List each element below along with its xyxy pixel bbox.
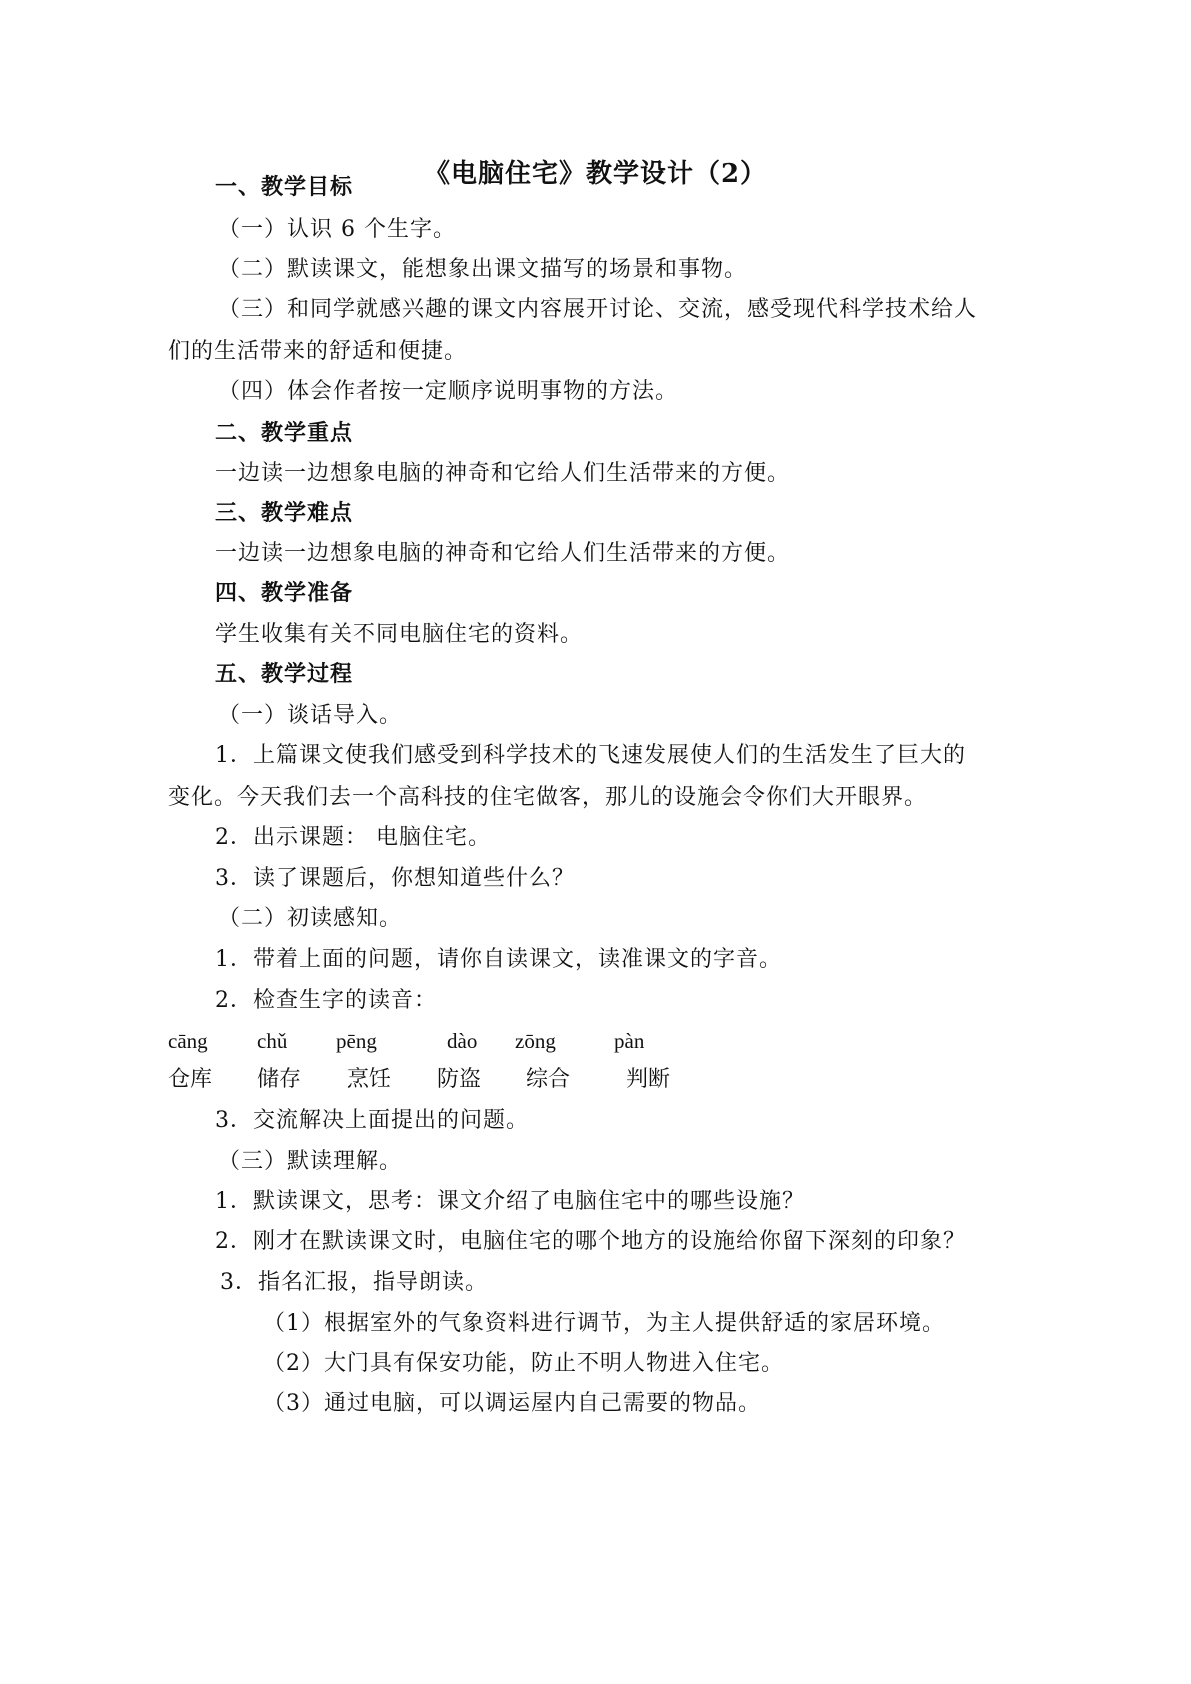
pinyin-6: pàn	[614, 1029, 645, 1053]
process-3-3-3: （3）通过电脑，可以调运屋内自己需要的物品。	[263, 1391, 761, 1416]
objective-3-line2: 们的生活带来的舒适和便捷。	[168, 339, 468, 364]
process-1-1-line1: 1．上篇课文使我们感受到科学技术的飞速发展使人们的生活发生了巨大的	[215, 743, 966, 768]
process-1-2: 2．出示课题： 电脑住宅。	[215, 825, 491, 850]
objective-1: （一）认识 6 个生字。	[218, 217, 456, 242]
word-4: 防盗	[437, 1067, 482, 1092]
word-5: 综合	[526, 1067, 571, 1092]
process-2-1: 1．带着上面的问题，请你自读课文，读准课文的字音。	[215, 947, 782, 972]
process-2-2: 2．检查生字的读音：	[215, 988, 437, 1013]
process-3-2: 2．刚才在默读课文时，电脑住宅的哪个地方的设施给你留下深刻的印象？	[215, 1229, 966, 1254]
section-heading-preparation: 四、教学准备	[215, 581, 354, 606]
word-1: 仓库	[168, 1067, 213, 1092]
process-2-3: 3．交流解决上面提出的问题。	[215, 1108, 529, 1133]
pinyin-5: zōng	[515, 1029, 556, 1053]
process-part-3: （三）默读理解。	[218, 1149, 403, 1174]
objective-3-line1: （三）和同学就感兴趣的课文内容展开讨论、交流，感受现代科学技术给人	[218, 297, 978, 322]
process-3-3-1: （1）根据室外的气象资料进行调节，为主人提供舒适的家居环境。	[263, 1311, 945, 1336]
process-part-1: （一）谈话导入。	[218, 703, 403, 728]
process-3-3: 3．指名汇报，指导朗读。	[220, 1270, 488, 1295]
key-points-text: 一边读一边想象电脑的神奇和它给人们生活带来的方便。	[215, 461, 791, 486]
preparation-text: 学生收集有关不同电脑住宅的资料。	[215, 622, 584, 647]
process-3-1: 1．默读课文，思考：课文介绍了电脑住宅中的哪些设施？	[215, 1189, 805, 1214]
page-title: 《电脑住宅》教学设计（2）	[423, 159, 768, 189]
pinyin-1: cāng	[168, 1029, 208, 1053]
process-1-3: 3．读了课题后，你想知道些什么？	[215, 866, 575, 891]
word-3: 烹饪	[347, 1067, 392, 1092]
process-3-3-2: （2）大门具有保安功能，防止不明人物进入住宅。	[263, 1351, 784, 1376]
section-heading-process: 五、教学过程	[215, 662, 354, 687]
process-part-2: （二）初读感知。	[218, 906, 403, 931]
difficulties-text: 一边读一边想象电脑的神奇和它给人们生活带来的方便。	[215, 541, 791, 566]
objective-2: （二）默读课文，能想象出课文描写的场景和事物。	[218, 257, 748, 282]
word-6: 判断	[626, 1067, 671, 1092]
word-2: 储存	[257, 1067, 302, 1092]
process-1-1-line2: 变化。今天我们去一个高科技的住宅做客，那儿的设施会令你们大开眼界。	[168, 785, 928, 810]
section-heading-difficulties: 三、教学难点	[215, 501, 354, 526]
section-heading-objectives: 一、教学目标	[215, 175, 354, 200]
pinyin-4: dào	[447, 1029, 478, 1053]
pinyin-3: pēng	[336, 1029, 377, 1053]
section-heading-key-points: 二、教学重点	[215, 421, 354, 446]
pinyin-2: chǔ	[257, 1029, 288, 1053]
objective-4: （四）体会作者按一定顺序说明事物的方法。	[218, 379, 679, 404]
